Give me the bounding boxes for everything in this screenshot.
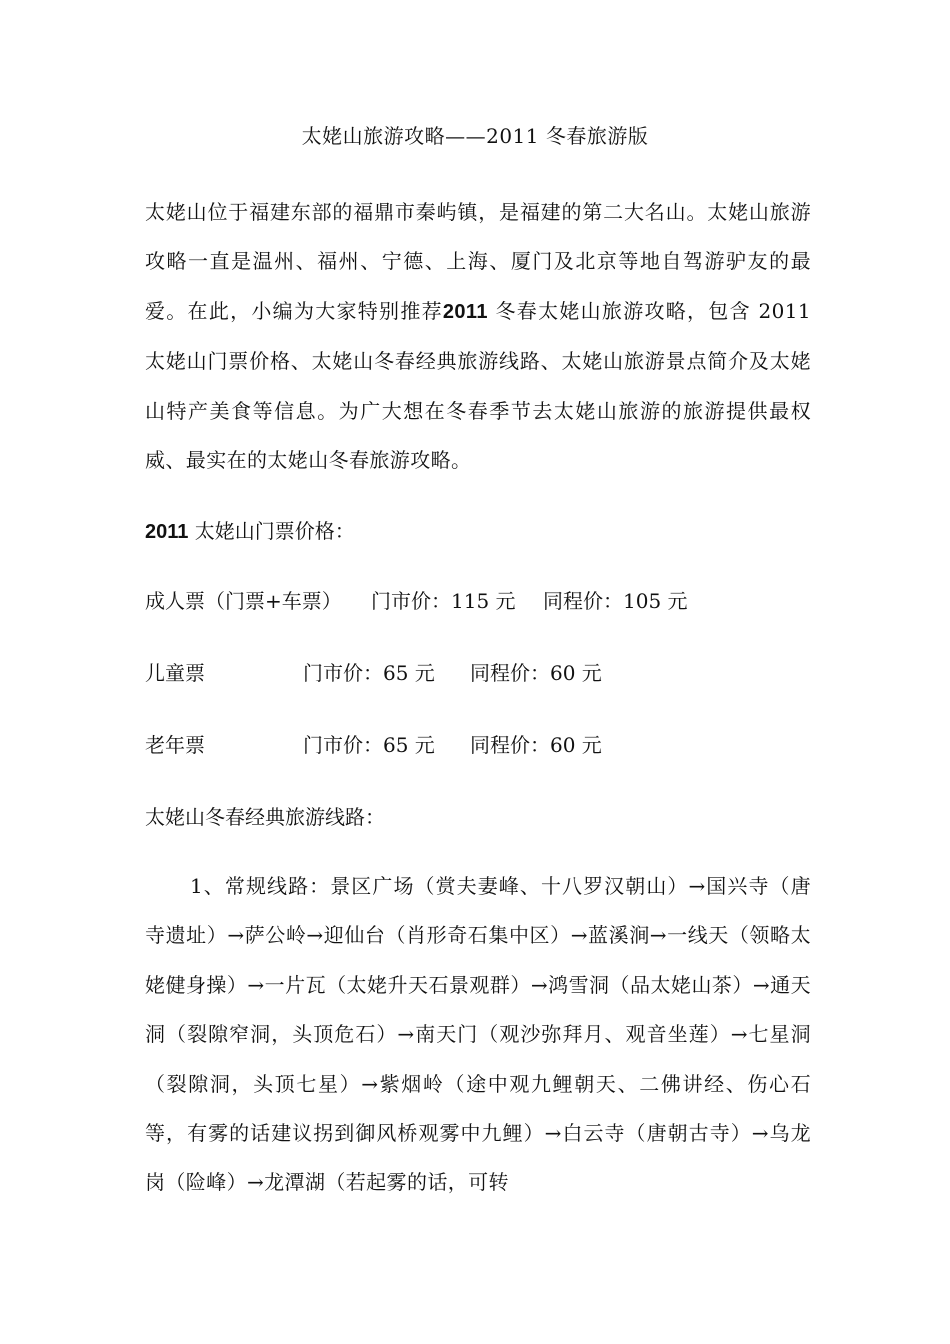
document-title: 太姥山旅游攻略——2011 冬春旅游版 xyxy=(301,124,649,148)
ticket-heading-year: 2011 xyxy=(145,521,189,543)
route-heading: 太姥山冬春经典旅游线路： xyxy=(145,805,385,829)
online-price: 同程价：60 元 xyxy=(470,661,602,685)
market-price: 门市价：65 元 xyxy=(303,733,435,757)
route-paragraph: 1、常规线路：景区广场（赏夫妻峰、十八罗汉朝山）→国兴寺（唐寺遗址）→萨公岭→迎仙台（肖形奇石集中区）→蓝溪涧→一线天（领略太姥健身操）→一片瓦（太姥升天石景观群）→鸿雪洞（品太姥山茶）→通天洞（裂隙窄洞，头顶危石）→南天门（观沙弥拜月、观音坐莲）→七星洞（裂隙洞，头顶七星）→紫烟岭（途中观九鲤朝天、二佛讲经、伤心石等，有雾的话建议拐到御风桥观雾中九鲤）→白云寺（唐朝古寺）→乌龙岗（险峰）→龙潭湖（若起雾的话，可转 xyxy=(145,874,811,1195)
online-price: 同程价：105 元 xyxy=(543,589,688,613)
intro-text-end: 冬春太姥山旅游攻略，包含 2011 太姥山门票价格、太姥山冬春经典旅游线路、太姥山旅游景点简介及太姥山特产美食等信息。为广大想在冬春季节去太姥山旅游的旅游提供最权威、最实在的太姥山冬春旅游攻略。 xyxy=(145,298,811,473)
ticket-row-senior xyxy=(145,730,811,762)
ticket-price-heading xyxy=(145,516,355,547)
ticket-type-label: 老年票 xyxy=(145,733,205,757)
intro-paragraph xyxy=(145,188,811,488)
ticket-type-label: 儿童票 xyxy=(145,661,205,685)
online-price: 同程价：60 元 xyxy=(470,733,602,757)
ticket-row-adult xyxy=(145,586,811,618)
ticket-heading-text: 太姥山门票价格： xyxy=(188,519,355,543)
ticket-type-label: 成人票（门票+车票） xyxy=(145,589,342,613)
market-price: 门市价：115 元 xyxy=(371,589,516,613)
market-price: 门市价：65 元 xyxy=(303,661,435,685)
intro-bold-year: 2011 xyxy=(442,300,488,323)
ticket-row-child xyxy=(145,658,811,690)
intro-text-start: 太姥山位于福建东部的福鼎市秦屿镇，是福建的第二大名山。太姥山旅游攻略一直是温州、福州、宁德、上海、厦门及北京等地自驾游驴友的最爱。在此，小编为大家特别推荐 xyxy=(145,200,811,323)
